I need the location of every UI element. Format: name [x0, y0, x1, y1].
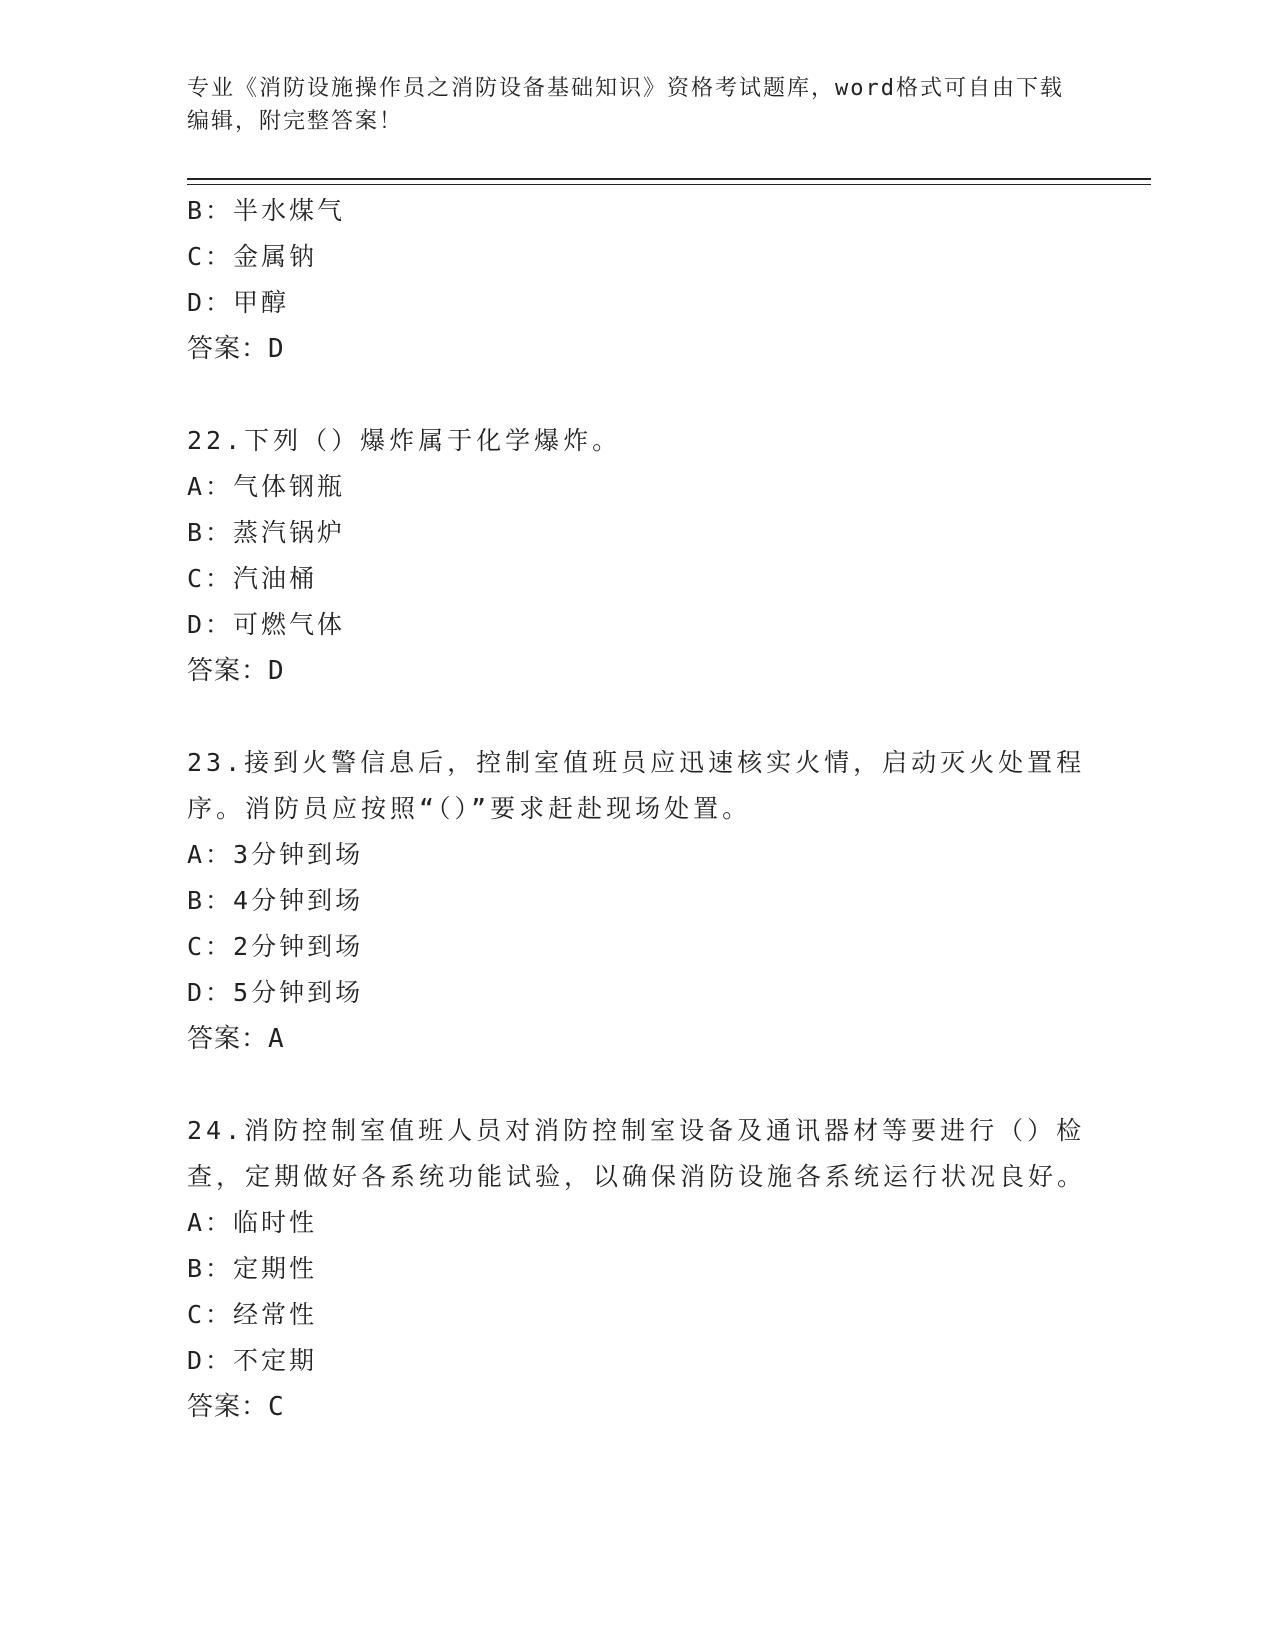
option-a: A：临时性 — [187, 1208, 318, 1237]
question-23 — [187, 740, 1087, 1062]
option-b: B：4分钟到场 — [187, 886, 364, 915]
option-a: A：气体钢瓶 — [187, 472, 346, 501]
header-divider-thick — [187, 178, 1151, 180]
option-d: D：5分钟到场 — [187, 978, 364, 1007]
option-d: D：甲醇 — [187, 288, 290, 317]
option-b: B：半水煤气 — [187, 196, 346, 225]
option-c: C：汽油桶 — [187, 564, 318, 593]
answer-line: 答案：D — [187, 656, 285, 686]
question-text: 23.接到火警信息后，控制室值班员应迅速核实火情，启动灭火处置程序。消防员应按照“（）”要求赶赴现场处置。 — [187, 748, 1086, 823]
question-24 — [187, 1108, 1087, 1430]
answer-line: 答案：A — [187, 1024, 285, 1054]
question-text: 24.消防控制室值班人员对消防控制室设备及通讯器材等要进行（）检查，定期做好各系统功能试验，以确保消防设施各系统运行状况良好。 — [187, 1116, 1087, 1191]
option-b: B：蒸汽锅炉 — [187, 518, 346, 547]
document-header: 专业《消防设施操作员之消防设备基础知识》资格考试题库，word格式可自由下载编辑，附完整答案！ — [187, 76, 1064, 134]
option-a: A：3分钟到场 — [187, 840, 364, 869]
answer-line: 答案：D — [187, 334, 285, 364]
option-c: C：金属钠 — [187, 242, 318, 271]
previous-question-tail — [187, 188, 1087, 372]
question-text: 22.下列（）爆炸属于化学爆炸。 — [187, 426, 622, 455]
answer-line: 答案：C — [187, 1392, 285, 1422]
option-c: C：2分钟到场 — [187, 932, 364, 961]
option-b: B：定期性 — [187, 1254, 318, 1283]
option-c: C：经常性 — [187, 1300, 318, 1329]
question-22 — [187, 418, 1087, 694]
option-d: D：可燃气体 — [187, 610, 346, 639]
option-d: D：不定期 — [187, 1346, 318, 1375]
header-divider-thin — [187, 184, 1151, 185]
question-list — [187, 188, 1087, 1430]
